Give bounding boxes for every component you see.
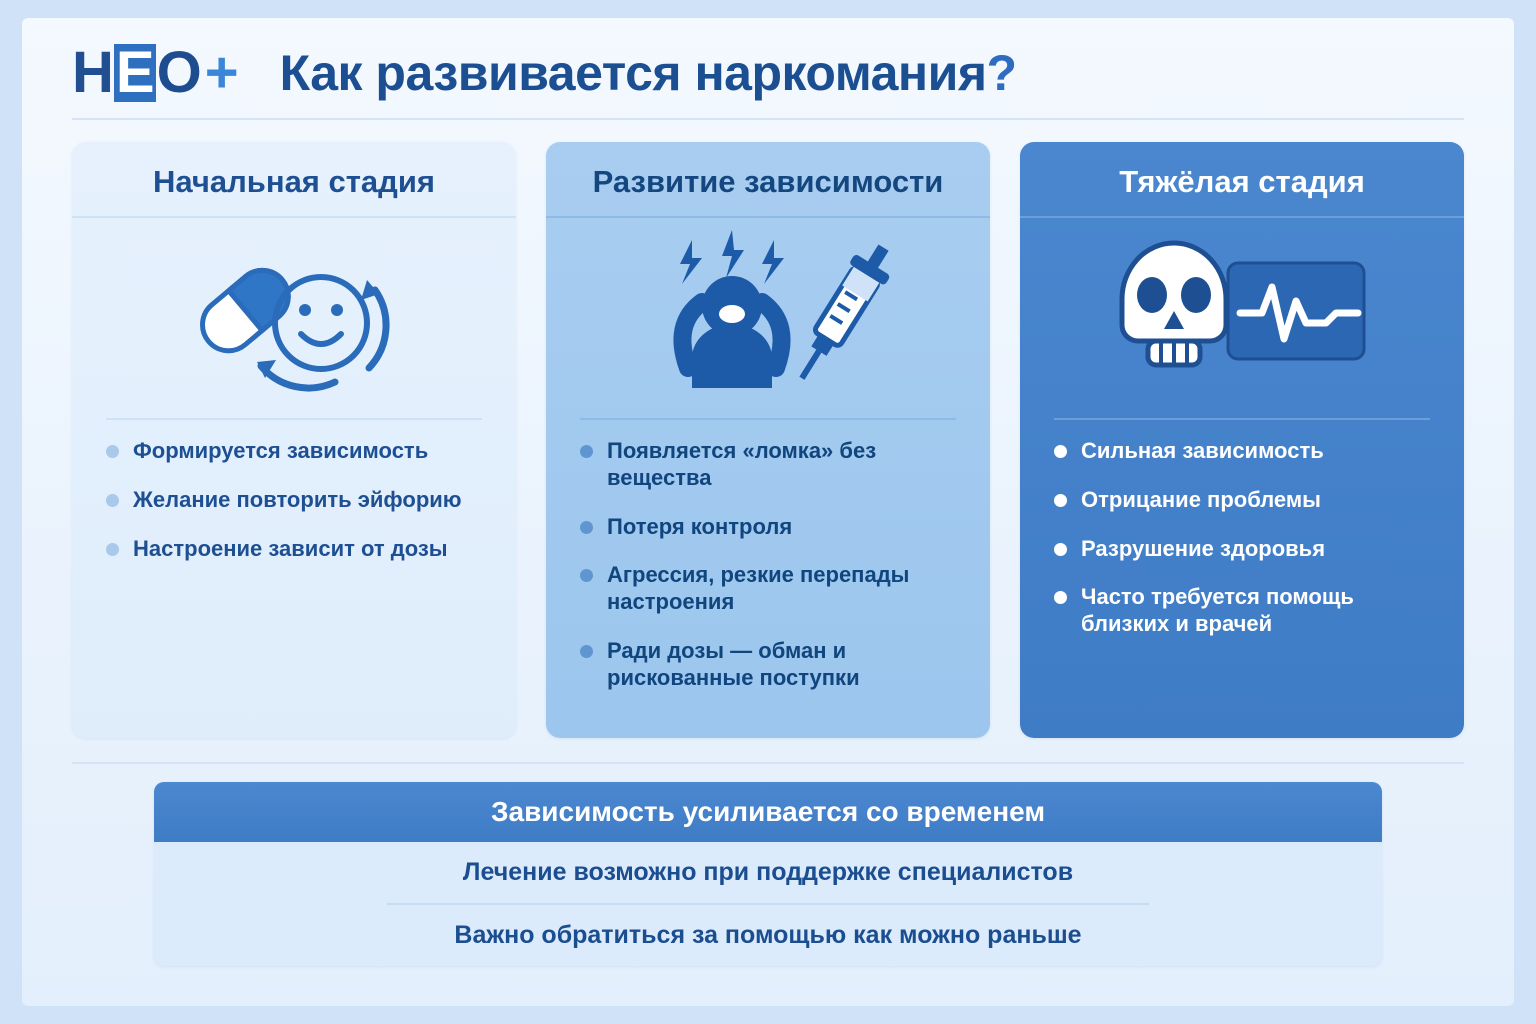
stage-card-initial: [72, 142, 516, 738]
card-divider: [580, 418, 956, 420]
stage-card-development-title: Развитие зависимости: [546, 142, 990, 218]
list-item: [106, 487, 486, 514]
list-item-label: Желание повторить эйфорию: [133, 486, 462, 512]
logo-letter-e: Е: [115, 40, 154, 105]
list-item: [1054, 487, 1434, 514]
list-item-label: Сильная зависимость: [1081, 438, 1324, 463]
bullet-dot-icon: [1054, 445, 1067, 458]
stage-card-development-bullets: [546, 438, 990, 738]
list-item: [580, 562, 960, 616]
stage-cards: [72, 142, 1464, 738]
page-title: [280, 44, 1017, 102]
list-item-label: Ради дозы — обман и рискованные поступки: [607, 638, 860, 690]
headache-person-and-syringe-icon: [546, 218, 990, 418]
pill-and-smiley-cycle-icon: [72, 218, 516, 418]
stage-card-initial-title: Начальная стадия: [72, 142, 516, 218]
stage-card-severe: [1020, 142, 1464, 738]
bullet-dot-icon: [580, 645, 593, 658]
page-title-question-mark: ?: [986, 45, 1017, 101]
list-item-label: Разрушение здоровья: [1081, 535, 1326, 561]
list-item: [1054, 536, 1434, 563]
list-item: [580, 638, 960, 692]
footer-band: [154, 782, 1382, 966]
footer-line-2: Важно обратиться за помощью как можно раньше: [454, 920, 1082, 949]
list-item: [580, 438, 960, 492]
list-item-label: Формируется зависимость: [133, 438, 429, 463]
bullet-dot-icon: [1054, 591, 1067, 604]
footer-line-1: Лечение возможно при поддержке специалистов: [462, 857, 1074, 886]
bullet-dot-icon: [106, 494, 119, 507]
poster-inner-panel: [22, 18, 1514, 1006]
header: [72, 40, 1464, 120]
stage-card-development: [546, 142, 990, 738]
stage-card-severe-title: Тяжёлая стадия: [1020, 142, 1464, 218]
footer-section: [72, 762, 1464, 966]
page-title-text: Как развивается наркомания: [279, 45, 987, 101]
list-item-label: Часто требуется помощь близких и врачей: [1081, 584, 1354, 637]
bullet-dot-icon: [580, 521, 593, 534]
list-item-label: Отрицание проблемы: [1081, 486, 1321, 512]
logo-plus-icon: +: [204, 40, 238, 105]
list-item: [106, 438, 486, 465]
list-item: [1054, 438, 1434, 465]
list-item: [106, 536, 486, 563]
bullet-dot-icon: [1054, 543, 1067, 556]
stage-card-initial-bullets: [72, 438, 516, 608]
card-divider: [1054, 418, 1430, 420]
bullet-dot-icon: [580, 569, 593, 582]
stage-card-severe-bullets: [1020, 438, 1464, 684]
bullet-dot-icon: [1054, 494, 1067, 507]
list-item-label: Появляется «ломка» без вещества: [607, 438, 877, 490]
brand-logo: [72, 40, 238, 105]
skull-and-heartbeat-icon: [1020, 218, 1464, 418]
bullet-dot-icon: [580, 445, 593, 458]
list-item-label: Потеря контроля: [607, 513, 793, 539]
bullet-dot-icon: [106, 543, 119, 556]
list-item-label: Настроение зависит от дозы: [133, 535, 448, 561]
footer-headline: Зависимость усиливается со временем: [154, 782, 1382, 842]
logo-letter-n: Н: [72, 40, 113, 105]
list-item: [580, 514, 960, 541]
list-item: [1054, 584, 1434, 638]
list-item-label: Агрессия, резкие перепады настроения: [607, 562, 910, 615]
bullet-dot-icon: [106, 445, 119, 458]
logo-letter-o: О: [156, 40, 201, 105]
card-divider: [106, 418, 482, 420]
